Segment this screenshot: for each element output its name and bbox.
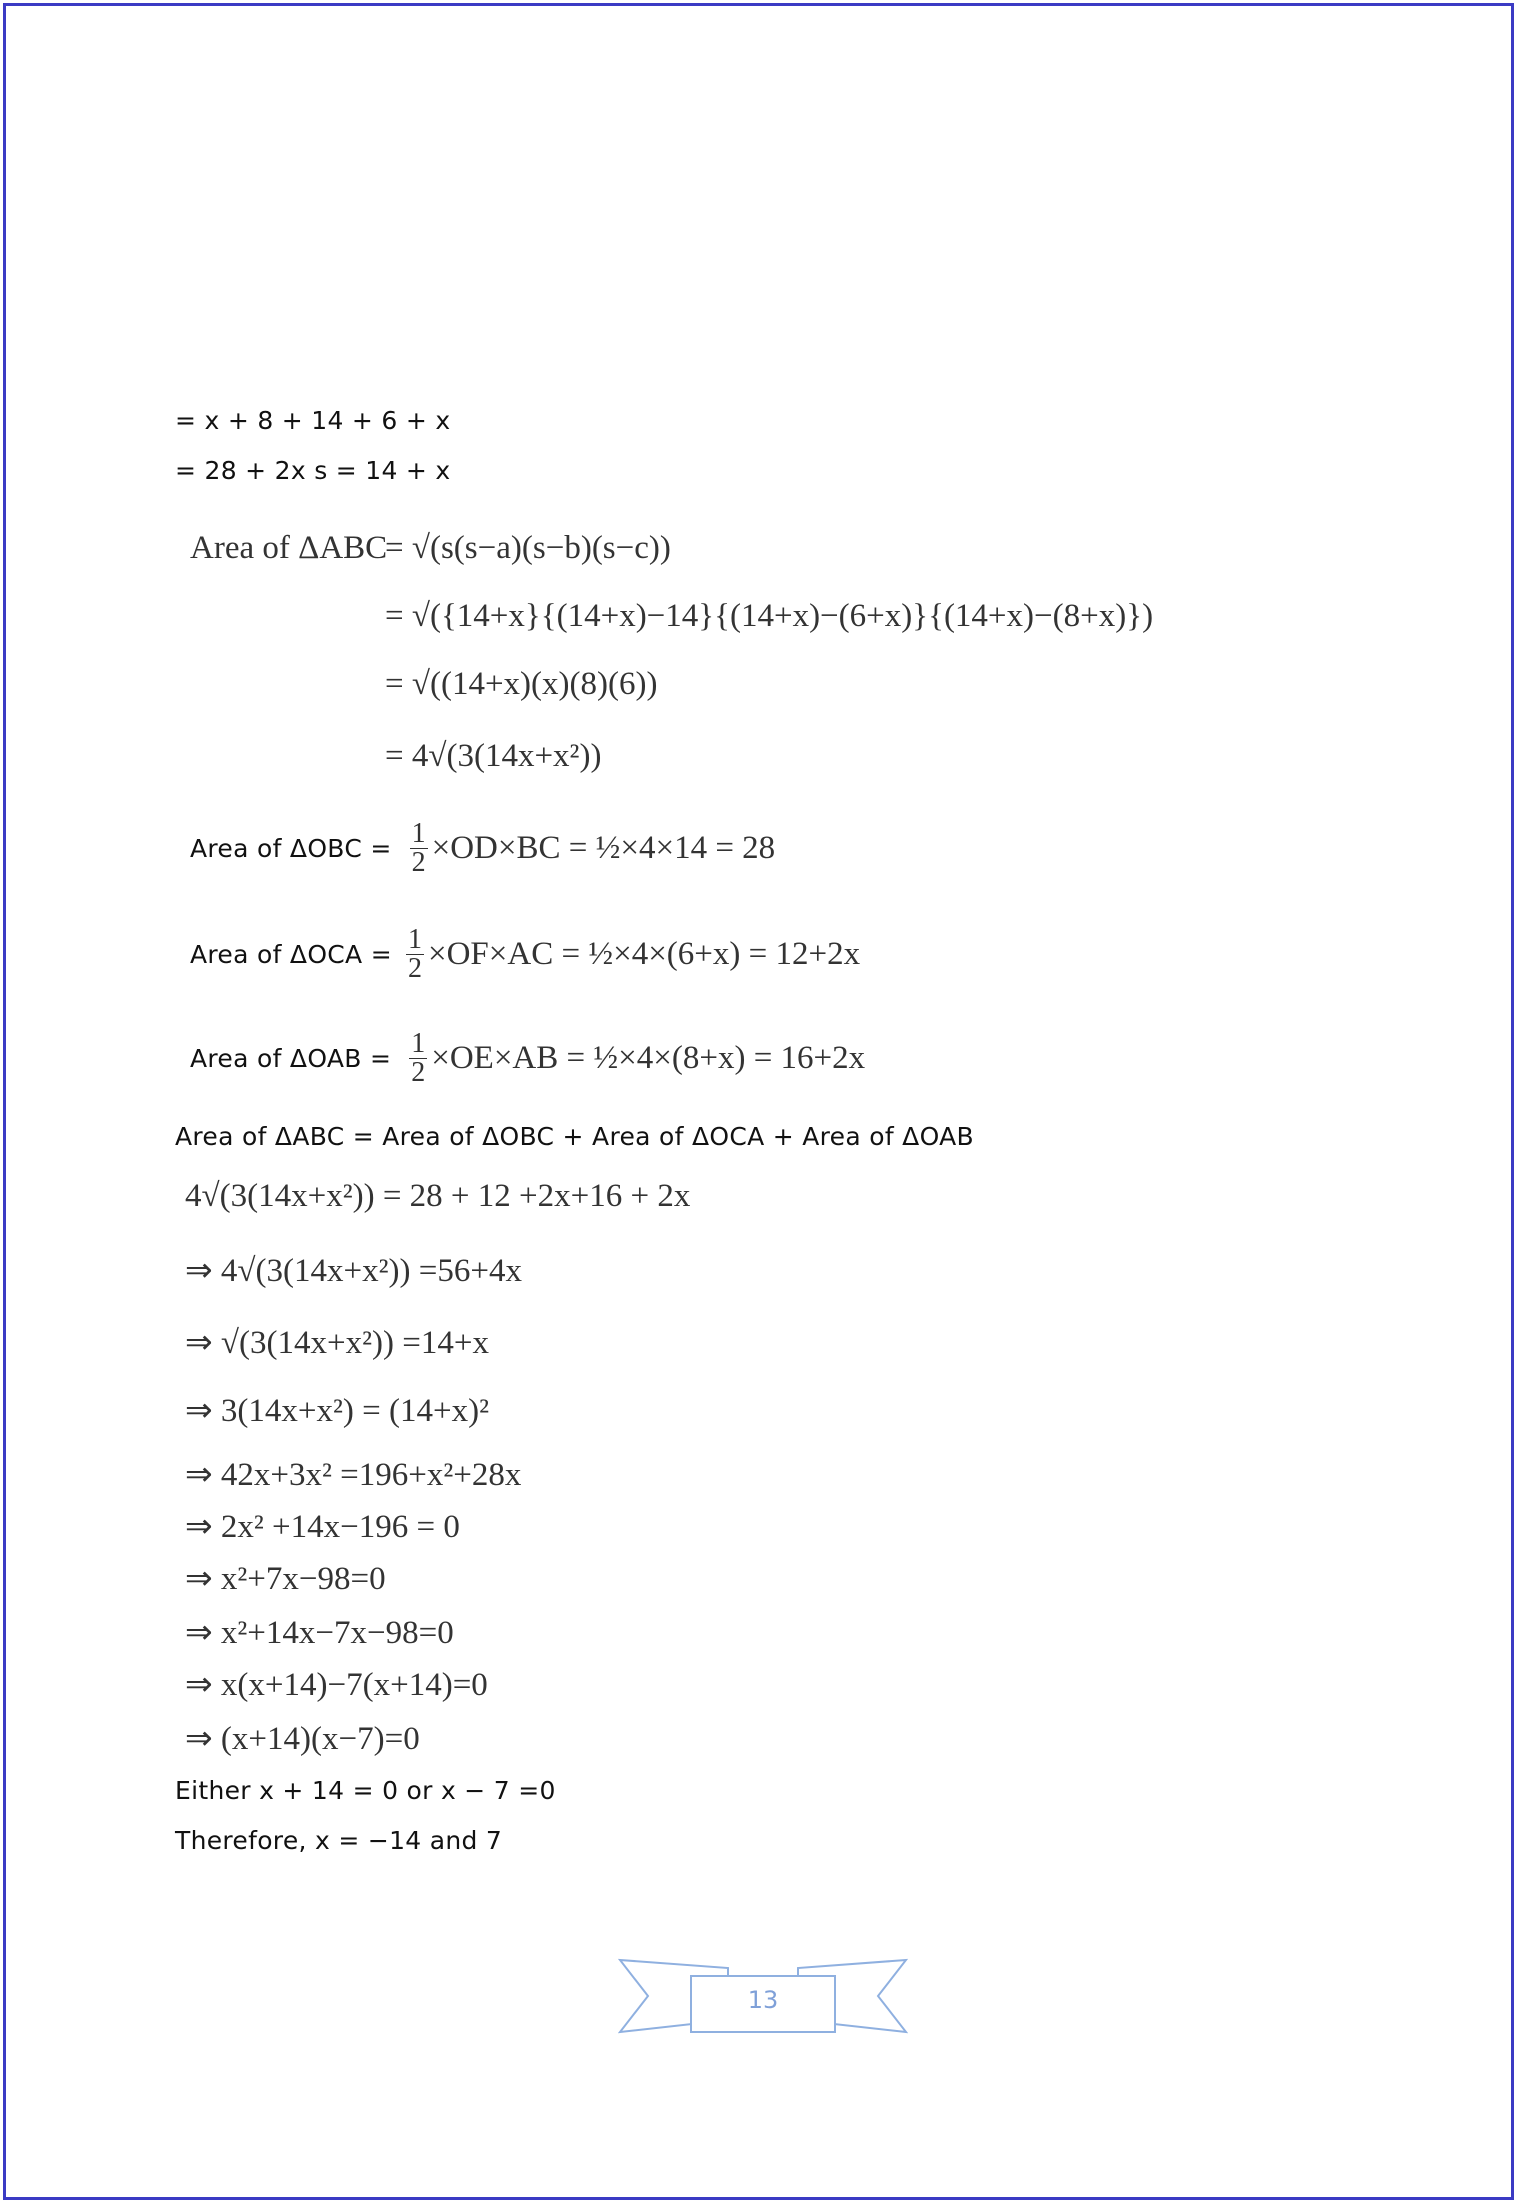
fraction-half: $\frac{1}{2}$	[411, 818, 426, 878]
heron-step-3: = √((14+x)(x)(8)(6))	[385, 666, 658, 702]
solve-step-8: ⇒ x²+14x−7x−98=0	[185, 1615, 454, 1651]
solve-step-4: ⇒ 3(14x+x²) = (14+x)²	[185, 1393, 489, 1429]
solve-step-6: ⇒ 2x² +14x−196 = 0	[185, 1509, 460, 1545]
page-number: 13	[747, 1986, 779, 2014]
area-oab-row	[190, 1030, 865, 1087]
solve-step-7: ⇒ x²+7x−98=0	[185, 1561, 386, 1597]
solve-step-9: ⇒ x(x+14)−7(x+14)=0	[185, 1667, 488, 1703]
therefore-line: Therefore, x = −14 and 7	[175, 1826, 503, 1855]
area-sum-line: Area of ΔABC = Area of ΔOBC + Area of ΔOCA + Area of ΔOAB	[175, 1122, 974, 1151]
fraction-half: $\frac{1}{2}$	[411, 1028, 426, 1088]
area-oca-label: Area of ΔOCA =	[190, 940, 392, 969]
heron-formula: = √(s(s−a)(s−b)(s−c))	[385, 530, 671, 566]
solve-step-10: ⇒ (x+14)(x−7)=0	[185, 1721, 420, 1757]
area-oca-row	[190, 926, 860, 983]
page-border	[3, 3, 1514, 2200]
page-number-ribbon	[618, 1958, 908, 2042]
equation-line-2: = 28 + 2x s = 14 + x	[175, 456, 451, 485]
solve-step-1: 4√(3(14x+x²)) = 28 + 12 +2x+16 + 2x	[185, 1178, 691, 1214]
solve-step-5: ⇒ 42x+3x² =196+x²+28x	[185, 1457, 522, 1493]
equation-line-1: = x + 8 + 14 + 6 + x	[175, 406, 451, 435]
area-obc-row	[190, 820, 775, 877]
area-obc-expression: ×OD×BC = ½×4×14 = 28	[431, 830, 776, 866]
heron-step-4: = 4√(3(14x+x²))	[385, 738, 602, 774]
area-oca-expression: ×OF×AC = ½×4×(6+x) = 12+2x	[427, 936, 861, 972]
fraction-half: $\frac{1}{2}$	[407, 924, 422, 984]
heron-step-2: = √({14+x}{(14+x)−14}{(14+x)−(6+x)}{(14+x)−(8+x)})	[385, 598, 1154, 634]
solve-step-3: ⇒ √(3(14x+x²)) =14+x	[185, 1325, 489, 1361]
area-oab-expression: ×OE×AB = ½×4×(8+x) = 16+2x	[431, 1040, 866, 1076]
solve-step-2: ⇒ 4√(3(14x+x²)) =56+4x	[185, 1253, 522, 1289]
either-line: Either x + 14 = 0 or x − 7 =0	[175, 1776, 556, 1805]
area-obc-label: Area of ΔOBC =	[190, 834, 392, 863]
area-oab-label: Area of ΔOAB =	[190, 1044, 392, 1073]
area-abc-label: Area of ΔABC	[190, 530, 388, 566]
